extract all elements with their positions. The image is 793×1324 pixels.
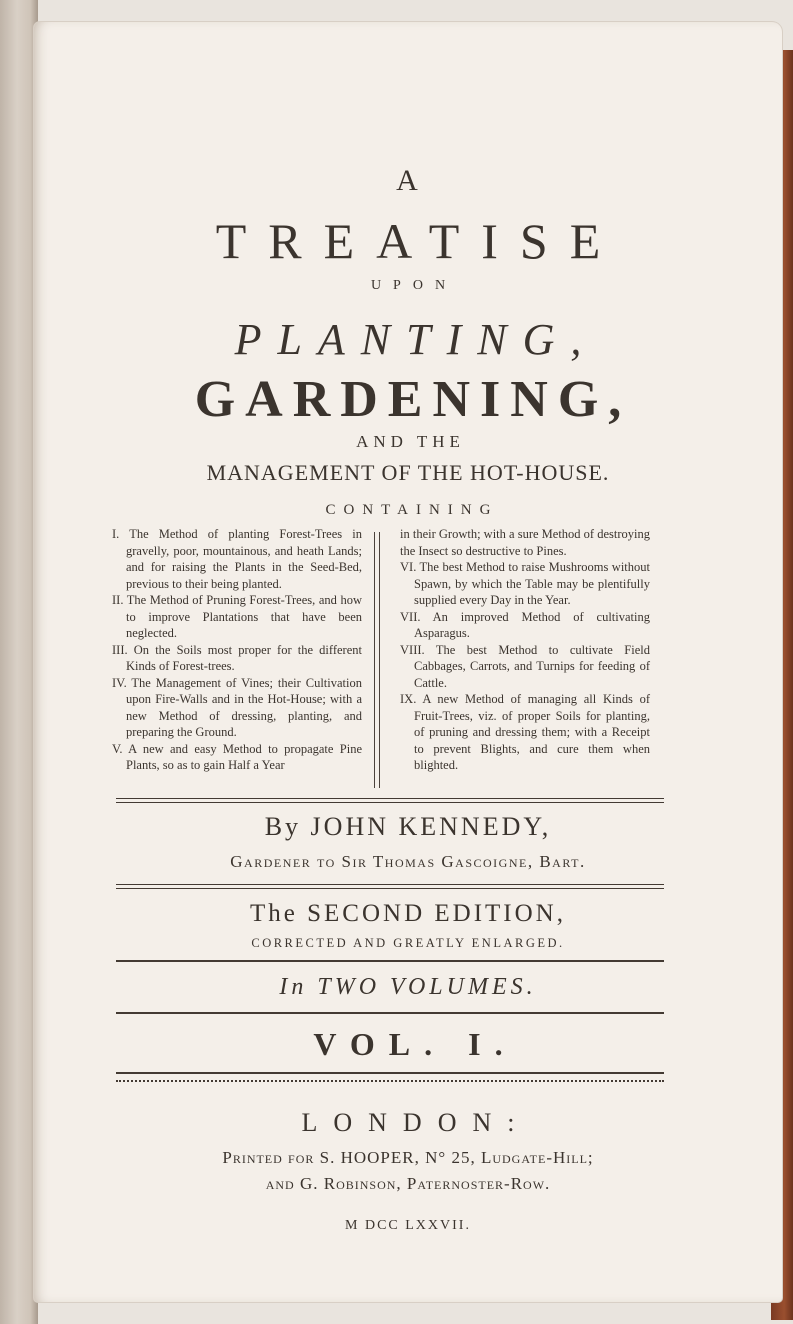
book-binding-left (0, 0, 38, 1324)
contents-item: I. The Method of planting Forest-Trees in gravelly, poor, mountainous, and heath Lands; and for raising the Plants in the Seed-Bed, previous to their being planted. (112, 527, 362, 591)
contents-item: IX. A new Method of managing all Kinds of Fruit-Trees, viz. of proper Soils for planting, of pruning and dressing them; with a Receipt to prevent Blights, and cure them when blighted. (400, 692, 650, 772)
imprint-date: M DCC LXXVII. (345, 1218, 471, 1233)
contents-item: VI. The best Method to raise Mushrooms without Spawn, by which the Table may be plentifully supplied every Day in the Year. (400, 560, 650, 607)
contents-columns (112, 526, 664, 792)
title-gardening: GARDENING, (194, 371, 632, 428)
volumes-line: In TWO VOLUMES. (279, 974, 537, 1000)
contents-item: VII. An improved Method of cultivating Asparagus. (400, 609, 650, 640)
author-line: By JOHN KENNEDY, (264, 812, 552, 841)
contents-item: II. The Method of Pruning Forest-Trees, and how to improve Plantations that have been neglected. (112, 593, 362, 640)
ornamental-rule (116, 1072, 664, 1082)
imprint-printer: Printed for S. HOOPER, N° 25, Ludgate-Hill; (222, 1148, 594, 1167)
title-page (34, 22, 782, 1302)
contents-right-column (400, 526, 650, 774)
contents-item: IV. The Management of Vines; their Cultivation upon Fire-Walls and in the Hot-House; with a new Method of dressing, planting, and preparing the Ground. (112, 675, 362, 739)
contents-left-column (112, 526, 362, 774)
column-divider (374, 532, 380, 788)
divider-rule (116, 798, 664, 803)
containing-heading: CONTAINING (325, 502, 499, 518)
contents-item: III. On the Soils most proper for the different Kinds of Forest-trees. (112, 642, 362, 673)
title-article: A (396, 164, 420, 197)
edition-line: The SECOND EDITION, (250, 900, 566, 927)
title-main: TREATISE (215, 213, 623, 269)
imprint-city: LONDON: (301, 1108, 531, 1137)
contents-item: VIII. The best Method to cultivate Field Cabbages, Carrots, and Turnips for feeding of Cattle. (400, 642, 650, 690)
divider-rule (116, 1012, 664, 1014)
contents-item: in their Growth; with a sure Method of destroying the Insect so destructive to Pines. (400, 527, 650, 558)
title-and-the: AND THE (356, 432, 465, 451)
imprint-bookseller: and G. Robinson, Paternoster-Row. (265, 1174, 551, 1193)
contents-item: V. A new and easy Method to propagate Pine Plants, so as to gain Half a Year (112, 741, 362, 772)
title-upon: UPON (370, 278, 458, 293)
title-planting: PLANTING, (234, 315, 598, 364)
volume-number: VOL. I. (313, 1026, 517, 1062)
edition-corrected: CORRECTED AND GREATLY ENLARGED. (251, 936, 565, 950)
divider-rule (116, 884, 664, 889)
author-position: Gardener to Sir Thomas Gascoigne, Bart. (230, 852, 586, 871)
divider-rule (116, 960, 664, 962)
title-management: MANAGEMENT OF THE HOT-HOUSE. (206, 460, 610, 485)
